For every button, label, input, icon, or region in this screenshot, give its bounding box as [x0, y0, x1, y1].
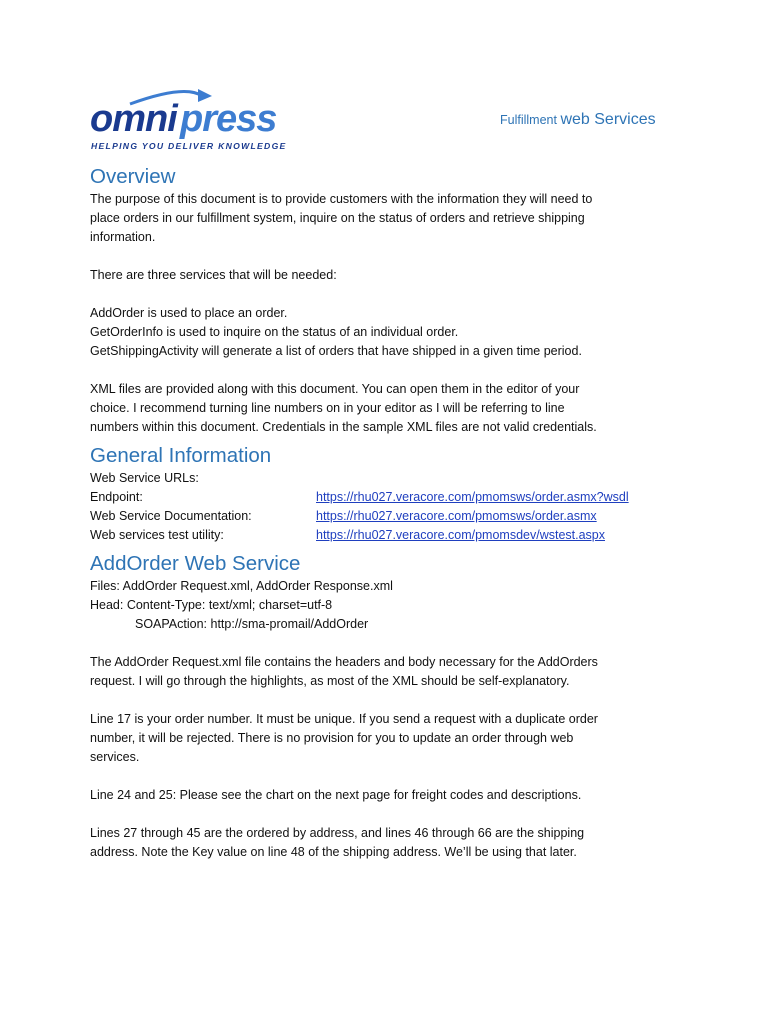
endpoint-link[interactable]: https://rhu027.veracore.com/pmomsws/order.asmx?wsdl: [316, 490, 629, 504]
order-number-line: number, it will be rejected. There is no provision for you to update an order through web: [90, 731, 574, 745]
documentation-label: Web Service Documentation:: [90, 509, 252, 523]
address-note-line: Lines 27 through 45 are the ordered by address, and lines 46 through 66 are the shipping: [90, 826, 585, 840]
addorder-head-content-type: Head: Content-Type: text/xml; charset=utf-8: [90, 598, 333, 612]
svg-text:omni: omni: [90, 98, 177, 140]
addorder-head-soapaction: SOAPAction: http://sma-promail/AddOrder: [135, 617, 369, 631]
overview-paragraph-line: place orders in our fulfillment system, inquire on the status of orders and retrieve shipping: [90, 211, 585, 225]
header-title-large: web Services: [560, 111, 656, 128]
svg-text:HELPING YOU DELIVER KNOWLEDGE: HELPING YOU DELIVER KNOWLEDGE: [91, 141, 287, 151]
svg-text:press: press: [180, 98, 277, 140]
document-header-title: [500, 111, 656, 129]
address-note-line: address. Note the Key value on line 48 of the shipping address. We’ll be using that later.: [90, 845, 577, 859]
test-utility-label: Web services test utility:: [90, 528, 224, 542]
addorder-paragraph-line: The AddOrder Request.xml file contains the headers and body necessary for the AddOrders: [90, 655, 598, 669]
addorder-files: Files: AddOrder Request.xml, AddOrder Response.xml: [90, 579, 393, 593]
overview-paragraph-line: The purpose of this document is to provide customers with the information they will need to: [90, 192, 593, 206]
documentation-link[interactable]: https://rhu027.veracore.com/pmomsws/order.asmx: [316, 509, 597, 523]
xml-note-line: XML files are provided along with this document. You can open them in the editor of your: [90, 382, 580, 396]
order-number-line: Line 17 is your order number. It must be unique. If you send a request with a duplicate order: [90, 712, 598, 726]
service-addorder: AddOrder is used to place an order.: [90, 306, 288, 320]
header-title-small: Fulfillment: [500, 113, 557, 127]
omnipress-logo: [90, 86, 295, 156]
service-getorderinfo: GetOrderInfo is used to inquire on the status of an individual order.: [90, 325, 459, 339]
omnipress-logo-image: [90, 86, 295, 156]
xml-note-line: choice. I recommend turning line numbers on in your editor as I will be referring to line: [90, 401, 565, 415]
endpoint-label: Endpoint:: [90, 490, 143, 504]
documentation-row: [90, 507, 690, 526]
web-service-urls-label: Web Service URLs:: [90, 471, 199, 485]
addorder-paragraph-line: request. I will go through the highlights, as most of the XML should be self-explanatory.: [90, 674, 570, 688]
services-intro: There are three services that will be needed:: [90, 268, 337, 282]
service-getshippingactivity: GetShippingActivity will generate a list of orders that have shipped in a given time period.: [90, 344, 582, 358]
overview-heading: Overview: [90, 165, 176, 188]
addorder-heading: AddOrder Web Service: [90, 552, 301, 575]
overview-paragraph-line: information.: [90, 230, 156, 244]
document-body: [90, 164, 690, 862]
endpoint-row: [90, 488, 690, 507]
order-number-line: services.: [90, 750, 140, 764]
test-utility-link[interactable]: https://rhu027.veracore.com/pmomsdev/wstest.aspx: [316, 528, 606, 542]
general-information-heading: General Information: [90, 444, 272, 467]
test-utility-row: [90, 526, 690, 545]
xml-note-line: numbers within this document. Credentials in the sample XML files are not valid credentials.: [90, 420, 597, 434]
freight-codes-note: Line 24 and 25: Please see the chart on the next page for freight codes and descriptions.: [90, 788, 582, 802]
